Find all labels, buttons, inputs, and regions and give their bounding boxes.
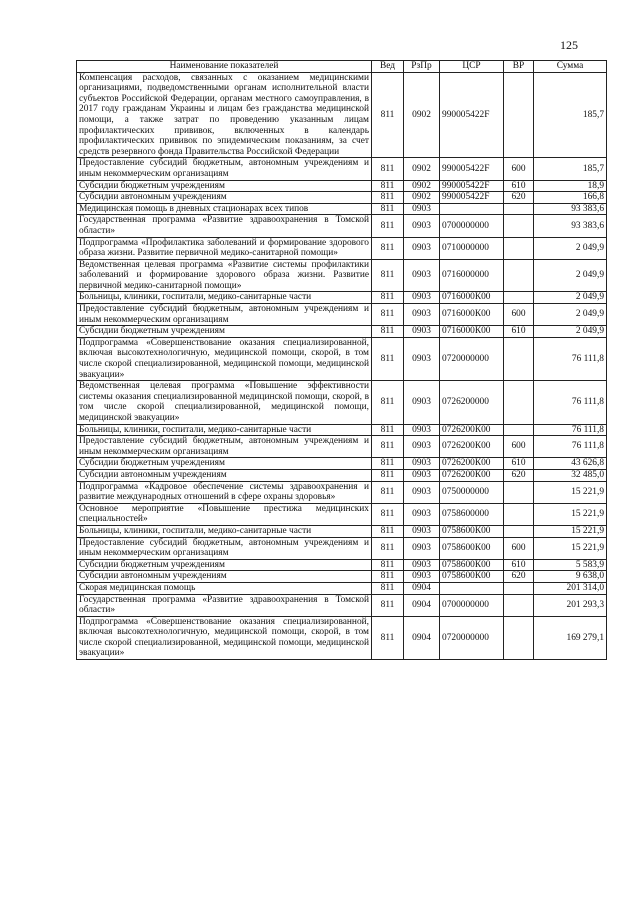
row-sum: 5 583,9: [534, 559, 607, 571]
row-sum: 185,7: [534, 72, 607, 158]
row-ved: 811: [372, 237, 404, 259]
table-row: [77, 436, 607, 458]
row-csr: [440, 203, 504, 215]
row-name: Подпрограмма «Профилактика заболеваний и формирование здорового образа жизни. Развитие первичной медико-санитарной помощи»: [77, 237, 372, 259]
row-sum: 15 221,9: [534, 525, 607, 537]
row-rzpr: 0903: [404, 215, 440, 237]
row-csr: 0758600К00: [440, 537, 504, 559]
header-sum: Сумма: [534, 61, 607, 73]
row-ved: 811: [372, 292, 404, 304]
row-ved: 811: [372, 337, 404, 380]
row-rzpr: 0903: [404, 326, 440, 338]
row-name: Предоставление субсидий бюджетным, автономным учреждениям и иным некоммерческим организациям: [77, 537, 372, 559]
table-row: [77, 559, 607, 571]
row-rzpr: 0903: [404, 503, 440, 525]
row-vr: 600: [504, 537, 534, 559]
row-rzpr: 0903: [404, 571, 440, 583]
row-ved: 811: [372, 481, 404, 503]
row-sum: 15 221,9: [534, 481, 607, 503]
row-ved: 811: [372, 559, 404, 571]
row-rzpr: 0903: [404, 481, 440, 503]
table-row: [77, 72, 607, 158]
row-rzpr: 0903: [404, 337, 440, 380]
row-name: Больницы, клиники, госпитали, медико-санитарные части: [77, 424, 372, 436]
table-row: [77, 292, 607, 304]
row-ved: 811: [372, 571, 404, 583]
row-name: Субсидии бюджетным учреждениям: [77, 559, 372, 571]
row-vr: [504, 292, 534, 304]
table-row: [77, 458, 607, 470]
row-vr: 610: [504, 458, 534, 470]
row-name: Больницы, клиники, госпитали, медико-санитарные части: [77, 292, 372, 304]
row-name: Подпрограмма «Кадровое обеспечение системы здравоохранения и развитие международных отношений в сфере охраны здоровья»: [77, 481, 372, 503]
row-name: Ведомственная целевая программа «Развитие системы профилактики заболеваний и формирование здорового образа жизни. Развитие первичной медико-санитарной помощи»: [77, 259, 372, 292]
row-csr: 990005422F: [440, 180, 504, 192]
row-vr: 610: [504, 326, 534, 338]
row-csr: 0758600К00: [440, 571, 504, 583]
row-csr: 0758600К00: [440, 559, 504, 571]
row-name: Субсидии бюджетным учреждениям: [77, 326, 372, 338]
row-csr: 0720000000: [440, 616, 504, 659]
table-row: [77, 469, 607, 481]
row-sum: 185,7: [534, 158, 607, 180]
row-csr: 0726200К00: [440, 424, 504, 436]
row-rzpr: 0903: [404, 436, 440, 458]
row-name: Предоставление субсидий бюджетным, автономным учреждениям и иным некоммерческим организациям: [77, 436, 372, 458]
row-vr: [504, 525, 534, 537]
row-ved: 811: [372, 436, 404, 458]
row-ved: 811: [372, 180, 404, 192]
row-csr: 0758600К00: [440, 525, 504, 537]
table-row: [77, 203, 607, 215]
row-sum: 18,9: [534, 180, 607, 192]
row-name: Ведомственная целевая программа «Повышение эффективности системы оказания специализированной медицинской помощи, скорой, в том числе скорой специализированной, медицинской помощи, медицинской эвакуации»: [77, 381, 372, 424]
row-vr: [504, 203, 534, 215]
row-rzpr: 0902: [404, 72, 440, 158]
row-ved: 811: [372, 458, 404, 470]
row-ved: 811: [372, 203, 404, 215]
header-rzpr: РзПр: [404, 61, 440, 73]
table-row: [77, 481, 607, 503]
table-row: [77, 180, 607, 192]
header-csr: ЦСР: [440, 61, 504, 73]
table-row: [77, 304, 607, 326]
row-rzpr: 0902: [404, 192, 440, 204]
row-name: Подпрограмма «Совершенствование оказания специализированной, включая высокотехнологичную, медицинской помощи, скорой, в том числе скорой специализированной, медицинской помощи, медицинской эвакуации»: [77, 337, 372, 380]
row-vr: 600: [504, 436, 534, 458]
row-sum: 9 638,0: [534, 571, 607, 583]
row-name: Предоставление субсидий бюджетным, автономным учреждениям и иным некоммерческим организациям: [77, 158, 372, 180]
row-csr: 0716000К00: [440, 292, 504, 304]
row-ved: 811: [372, 525, 404, 537]
row-rzpr: 0903: [404, 203, 440, 215]
row-csr: 0716000К00: [440, 304, 504, 326]
row-vr: [504, 72, 534, 158]
table-row: [77, 158, 607, 180]
row-csr: 0700000000: [440, 215, 504, 237]
row-ved: 811: [372, 537, 404, 559]
row-ved: 811: [372, 158, 404, 180]
row-rzpr: 0904: [404, 616, 440, 659]
table-row: [77, 424, 607, 436]
row-csr: 0758600000: [440, 503, 504, 525]
row-csr: 0720000000: [440, 337, 504, 380]
row-vr: [504, 259, 534, 292]
row-rzpr: 0903: [404, 304, 440, 326]
row-vr: 620: [504, 469, 534, 481]
row-vr: 600: [504, 304, 534, 326]
row-name: Больницы, клиники, госпитали, медико-санитарные части: [77, 525, 372, 537]
row-name: Медицинская помощь в дневных стационарах всех типов: [77, 203, 372, 215]
row-rzpr: 0904: [404, 594, 440, 616]
row-ved: 811: [372, 192, 404, 204]
row-sum: 15 221,9: [534, 503, 607, 525]
row-vr: 620: [504, 192, 534, 204]
table-row: [77, 326, 607, 338]
table-row: [77, 237, 607, 259]
row-name: Основное мероприятие «Повышение престижа медицинских специальностей»: [77, 503, 372, 525]
row-vr: [504, 616, 534, 659]
budget-table: [76, 60, 607, 660]
row-rzpr: 0902: [404, 180, 440, 192]
row-ved: 811: [372, 215, 404, 237]
row-rzpr: 0903: [404, 259, 440, 292]
row-sum: 2 049,9: [534, 259, 607, 292]
table-body: [77, 72, 607, 659]
row-sum: 93 383,6: [534, 203, 607, 215]
row-sum: 201 314,0: [534, 582, 607, 594]
row-sum: 93 383,6: [534, 215, 607, 237]
row-csr: 990005422F: [440, 158, 504, 180]
row-csr: 0716000К00: [440, 326, 504, 338]
row-vr: 600: [504, 158, 534, 180]
row-ved: 811: [372, 381, 404, 424]
row-sum: 32 485,0: [534, 469, 607, 481]
row-ved: 811: [372, 259, 404, 292]
row-vr: 610: [504, 559, 534, 571]
table-header-row: [77, 61, 607, 73]
row-ved: 811: [372, 594, 404, 616]
row-name: Государственная программа «Развитие здравоохранения в Томской области»: [77, 594, 372, 616]
row-ved: 811: [372, 582, 404, 594]
row-sum: 2 049,9: [534, 304, 607, 326]
page-number: 125: [560, 38, 578, 52]
row-csr: 0726200К00: [440, 458, 504, 470]
row-sum: 201 293,3: [534, 594, 607, 616]
row-name: Предоставление субсидий бюджетным, автономным учреждениям и иным некоммерческим организациям: [77, 304, 372, 326]
row-sum: 169 279,1: [534, 616, 607, 659]
row-sum: 2 049,9: [534, 237, 607, 259]
row-ved: 811: [372, 72, 404, 158]
row-sum: 2 049,9: [534, 292, 607, 304]
row-sum: 15 221,9: [534, 537, 607, 559]
row-rzpr: 0903: [404, 424, 440, 436]
row-name: Скорая медицинская помощь: [77, 582, 372, 594]
row-sum: 43 626,8: [534, 458, 607, 470]
table-row: [77, 594, 607, 616]
row-ved: 811: [372, 424, 404, 436]
row-rzpr: 0903: [404, 469, 440, 481]
table-row: [77, 337, 607, 380]
row-sum: 76 111,8: [534, 424, 607, 436]
row-sum: 76 111,8: [534, 381, 607, 424]
row-name: Компенсация расходов, связанных с оказанием медицинскими организациями, подведомственными органам исполнительной власти субъектов Российской Федерации, органам местного самоуправления, в 2017 году гражданам Украины и лицам без гражданства медицинской помощи, а также затрат по проведению указанным лицам профилактических прививок, включенных в календарь профилактических прививок по эпидемическим показаниям, за счет средств резервного фонда Правительства Российской Федерации: [77, 72, 372, 158]
table-row: [77, 503, 607, 525]
row-name: Субсидии автономным учреждениям: [77, 192, 372, 204]
row-name: Подпрограмма «Совершенствование оказания специализированной, включая высокотехнологичную, медицинской помощи, скорой, в том числе скорой специализированной, медицинской помощи, медицинской эвакуации»: [77, 616, 372, 659]
row-csr: 0700000000: [440, 594, 504, 616]
row-csr: 0750000000: [440, 481, 504, 503]
row-ved: 811: [372, 326, 404, 338]
row-csr: 0710000000: [440, 237, 504, 259]
row-vr: [504, 503, 534, 525]
table-row: [77, 537, 607, 559]
row-ved: 811: [372, 469, 404, 481]
row-vr: [504, 424, 534, 436]
row-csr: 0726200К00: [440, 436, 504, 458]
row-vr: 610: [504, 180, 534, 192]
row-vr: 620: [504, 571, 534, 583]
row-vr: [504, 594, 534, 616]
table-row: [77, 616, 607, 659]
row-vr: [504, 582, 534, 594]
row-rzpr: 0903: [404, 458, 440, 470]
row-sum: 76 111,8: [534, 337, 607, 380]
row-vr: [504, 381, 534, 424]
row-rzpr: 0903: [404, 237, 440, 259]
row-csr: 0726200К00: [440, 469, 504, 481]
row-name: Субсидии бюджетным учреждениям: [77, 458, 372, 470]
row-rzpr: 0904: [404, 582, 440, 594]
row-csr: 990005422F: [440, 192, 504, 204]
row-name: Субсидии автономным учреждениям: [77, 469, 372, 481]
table-row: [77, 571, 607, 583]
row-rzpr: 0902: [404, 158, 440, 180]
row-sum: 76 111,8: [534, 436, 607, 458]
row-name: Субсидии бюджетным учреждениям: [77, 180, 372, 192]
header-ved: Вед: [372, 61, 404, 73]
row-vr: [504, 237, 534, 259]
table-row: [77, 192, 607, 204]
row-ved: 811: [372, 304, 404, 326]
row-rzpr: 0903: [404, 381, 440, 424]
table-row: [77, 381, 607, 424]
row-vr: [504, 215, 534, 237]
row-csr: 0726200000: [440, 381, 504, 424]
row-sum: 166,8: [534, 192, 607, 204]
row-name: Субсидии автономным учреждениям: [77, 571, 372, 583]
table-row: [77, 215, 607, 237]
row-name: Государственная программа «Развитие здравоохранения в Томской области»: [77, 215, 372, 237]
row-rzpr: 0903: [404, 525, 440, 537]
row-csr: 0716000000: [440, 259, 504, 292]
row-csr: 990005422F: [440, 72, 504, 158]
table-row: [77, 259, 607, 292]
table-row: [77, 582, 607, 594]
row-csr: [440, 582, 504, 594]
row-ved: 811: [372, 616, 404, 659]
header-vr: ВР: [504, 61, 534, 73]
table-row: [77, 525, 607, 537]
row-sum: 2 049,9: [534, 326, 607, 338]
row-vr: [504, 481, 534, 503]
row-ved: 811: [372, 503, 404, 525]
row-vr: [504, 337, 534, 380]
row-rzpr: 0903: [404, 559, 440, 571]
row-rzpr: 0903: [404, 292, 440, 304]
row-rzpr: 0903: [404, 537, 440, 559]
header-name: Наименование показателей: [77, 61, 372, 73]
